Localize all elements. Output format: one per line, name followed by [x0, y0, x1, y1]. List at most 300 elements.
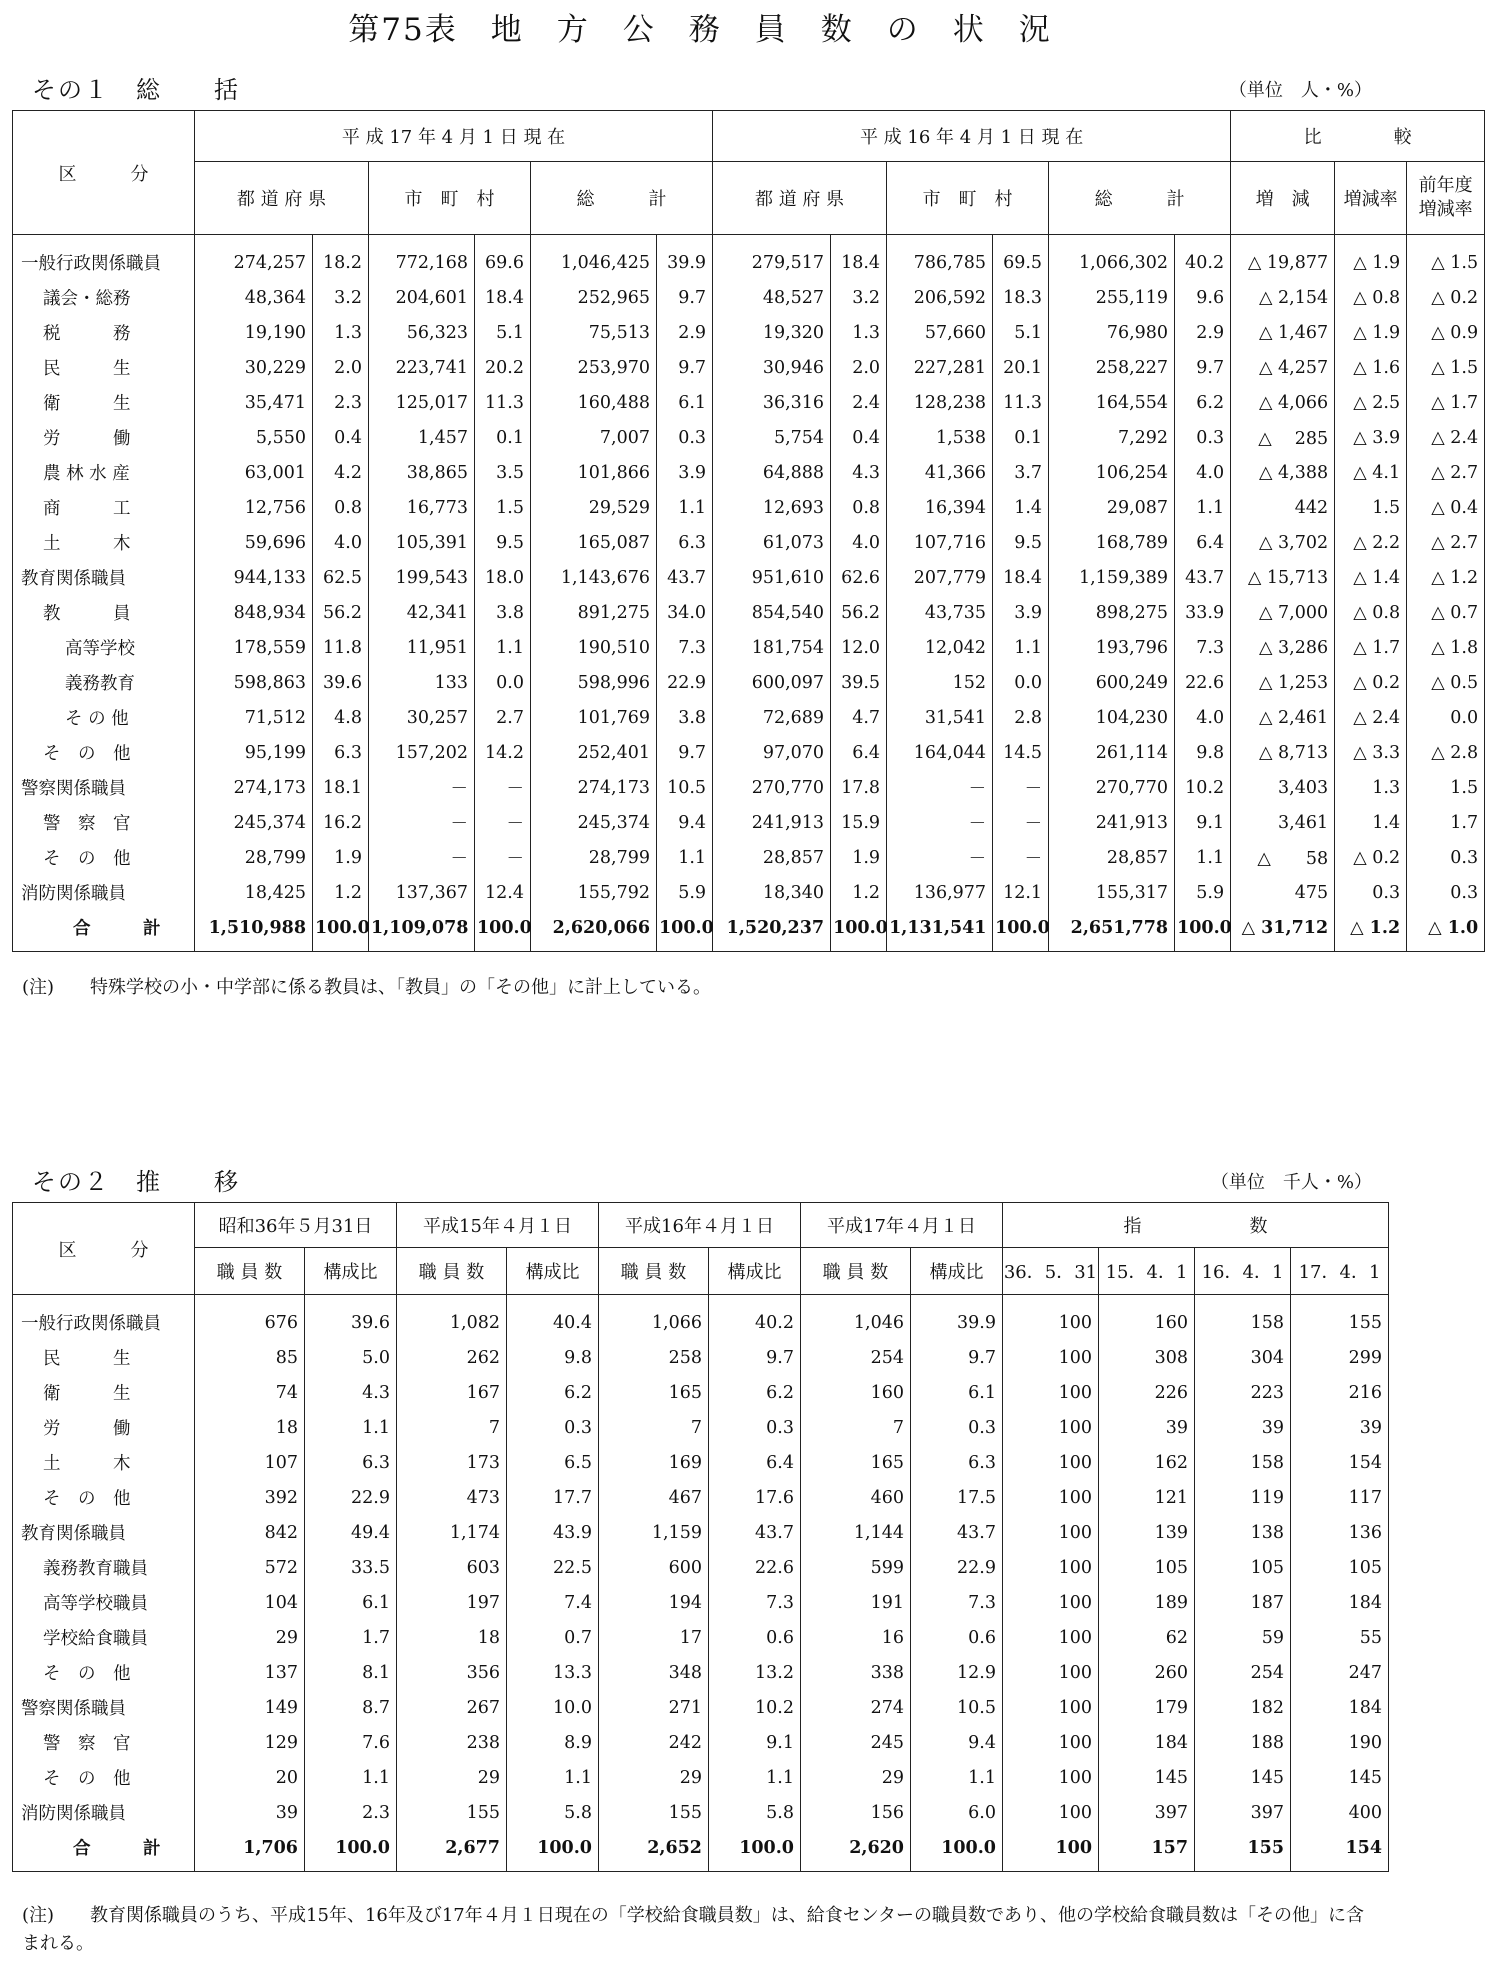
table-cell: 72,689 [713, 700, 831, 735]
table-cell: 267 [397, 1690, 507, 1725]
table-row [13, 1585, 1389, 1620]
table-cell: 5.9 [657, 875, 713, 910]
table-row [13, 315, 1485, 350]
table-cell: 190,510 [531, 630, 657, 665]
table-cell: 10.5 [657, 770, 713, 805]
table-cell: 4.7 [831, 700, 887, 735]
table-cell: 160 [801, 1375, 911, 1410]
table-cell: 9.8 [507, 1340, 599, 1375]
table-cell: － [887, 805, 993, 840]
row-label: 衛 生 [13, 385, 195, 420]
table-cell: 31,541 [887, 700, 993, 735]
table-cell: － [993, 805, 1049, 840]
table-cell: 1.4 [993, 490, 1049, 525]
table-cell: 100 [1003, 1620, 1099, 1655]
table-cell: 772,168 [369, 235, 475, 281]
table-cell: 18.4 [993, 560, 1049, 595]
table-cell: 1.3 [313, 315, 369, 350]
table-cell: 18.3 [993, 280, 1049, 315]
table-cell: △ 1.4 [1335, 560, 1407, 595]
table-cell: 56,323 [369, 315, 475, 350]
table-cell: 1.2 [831, 875, 887, 910]
table-cell: 1,538 [887, 420, 993, 455]
table-cell: 7 [397, 1410, 507, 1445]
table-row [13, 235, 1485, 281]
table-cell: 34.0 [657, 595, 713, 630]
row-label: 労 働 [13, 420, 195, 455]
table-cell: 254 [801, 1340, 911, 1375]
table-cell: 274,173 [195, 770, 313, 805]
row-label: 教 員 [13, 595, 195, 630]
table-cell: △ 0.8 [1335, 595, 1407, 630]
header-prefecture-2004: 都 道 府 県 [713, 162, 887, 235]
table-cell: 18,340 [713, 875, 831, 910]
table-cell: 20.2 [475, 350, 531, 385]
table-cell: 255,119 [1049, 280, 1175, 315]
table-cell: 7.3 [709, 1585, 801, 1620]
table-cell: 14.5 [993, 735, 1049, 770]
table-cell: 100 [1003, 1550, 1099, 1585]
table-cell: 105 [1195, 1550, 1291, 1585]
table-cell: 36,316 [713, 385, 831, 420]
table-cell: 2.0 [831, 350, 887, 385]
table-cell: 473 [397, 1480, 507, 1515]
table-cell: 160 [1099, 1295, 1195, 1341]
table-cell: 184 [1099, 1725, 1195, 1760]
table-cell: 39.6 [313, 665, 369, 700]
table-cell: 442 [1231, 490, 1335, 525]
table-cell: 6.2 [507, 1375, 599, 1410]
table-cell: 16.2 [313, 805, 369, 840]
table-cell: 100 [1003, 1445, 1099, 1480]
table-cell: 0.1 [993, 420, 1049, 455]
table-cell: 348 [599, 1655, 709, 1690]
table-cell: 28,857 [1049, 840, 1175, 875]
table-cell: 9.7 [657, 280, 713, 315]
table-cell: 8.9 [507, 1725, 599, 1760]
table-cell: 600 [599, 1550, 709, 1585]
table-cell: △ 2.2 [1335, 525, 1407, 560]
table-cell: 107 [195, 1445, 305, 1480]
table-cell: △ 1.6 [1335, 350, 1407, 385]
table-cell: 100 [1003, 1830, 1099, 1872]
table-cell: 1,046 [801, 1295, 911, 1341]
table-cell: 10.5 [911, 1690, 1003, 1725]
table-cell: 951,610 [713, 560, 831, 595]
table-cell: 85 [195, 1340, 305, 1375]
row-label: 消防関係職員 [13, 1795, 195, 1830]
table-cell: 100.0 [475, 910, 531, 952]
table-cell: 64,888 [713, 455, 831, 490]
table-cell: 100 [1003, 1410, 1099, 1445]
table-cell: 154 [1291, 1830, 1389, 1872]
table-cell: 168,789 [1049, 525, 1175, 560]
table-cell: 145 [1291, 1760, 1389, 1795]
table-cell: 223,741 [369, 350, 475, 385]
table-row [13, 1445, 1389, 1480]
table-cell: 1.1 [305, 1760, 397, 1795]
table-cell: 8.1 [305, 1655, 397, 1690]
row-label: 学校給食職員 [13, 1620, 195, 1655]
table-cell: 3.2 [313, 280, 369, 315]
table-cell: 400 [1291, 1795, 1389, 1830]
table-cell: 43.7 [911, 1515, 1003, 1550]
row-label: 警 察 官 [13, 805, 195, 840]
table-cell: △ 1.5 [1407, 350, 1485, 385]
table-cell: 1.7 [305, 1620, 397, 1655]
table-cell: △ 1.7 [1407, 385, 1485, 420]
part2-unit: （単位 千人・%） [1210, 1172, 1372, 1193]
table-cell: 100 [1003, 1375, 1099, 1410]
table-cell: 676 [195, 1295, 305, 1341]
table-cell: 271 [599, 1690, 709, 1725]
table-row [13, 875, 1485, 910]
table-cell: 1,159 [599, 1515, 709, 1550]
table-cell: 4.8 [313, 700, 369, 735]
table-cell: 0.0 [1407, 700, 1485, 735]
header-period-h17: 平成17年４月１日 [801, 1203, 1003, 1248]
table-cell: 4.2 [313, 455, 369, 490]
table-cell: 101,769 [531, 700, 657, 735]
table-row [13, 700, 1485, 735]
table-cell: 16,394 [887, 490, 993, 525]
table-cell: 6.3 [305, 1445, 397, 1480]
table-cell: 11.8 [313, 630, 369, 665]
row-label: 警察関係職員 [13, 770, 195, 805]
table-cell: △ 0.7 [1407, 595, 1485, 630]
table-cell: 12,042 [887, 630, 993, 665]
table-cell: 7.3 [657, 630, 713, 665]
table-cell: 139 [1099, 1515, 1195, 1550]
table-cell: 35,471 [195, 385, 313, 420]
table-cell: △ 1.9 [1335, 235, 1407, 281]
table-row [13, 595, 1485, 630]
table-cell: － [887, 840, 993, 875]
table-cell: 5.0 [305, 1340, 397, 1375]
table-cell: 7.3 [911, 1585, 1003, 1620]
table-cell: 33.9 [1175, 595, 1231, 630]
table-cell: 260 [1099, 1655, 1195, 1690]
row-label: 民 生 [13, 1340, 195, 1375]
header-2005: 平 成 17 年 4 月 1 日 現 在 [195, 111, 713, 162]
table-cell: 598,863 [195, 665, 313, 700]
table-cell: 6.0 [911, 1795, 1003, 1830]
table-cell: 149 [195, 1690, 305, 1725]
table-cell: 242 [599, 1725, 709, 1760]
table-cell: 69.6 [475, 235, 531, 281]
table-cell: 299 [1291, 1340, 1389, 1375]
table-row [13, 350, 1485, 385]
part1-note: (注) 特殊学校の小・中学部に係る教員は、「教員」の「その他」に計上している。 [22, 977, 712, 998]
table-cell: 100 [1003, 1795, 1099, 1830]
header-change: 増 減 [1231, 162, 1335, 235]
row-label: 衛 生 [13, 1375, 195, 1410]
table-cell: 22.6 [709, 1550, 801, 1585]
table-cell: 0.3 [507, 1410, 599, 1445]
part1-unit: （単位 人・%） [1228, 80, 1372, 101]
table-cell: △ 2.4 [1407, 420, 1485, 455]
table-cell: 238 [397, 1725, 507, 1760]
table-cell: 100.0 [507, 1830, 599, 1872]
table-cell: 187 [1195, 1585, 1291, 1620]
table-cell: 100 [1003, 1725, 1099, 1760]
row-label: 教育関係職員 [13, 560, 195, 595]
table-cell: △ 0.4 [1407, 490, 1485, 525]
table-cell: 42,341 [369, 595, 475, 630]
table-cell: △ 1.5 [1407, 235, 1485, 281]
table-cell: 145 [1099, 1760, 1195, 1795]
header-ratio-h17: 構成比 [911, 1248, 1003, 1295]
table-cell: 1,066 [599, 1295, 709, 1341]
table-cell: 3.9 [657, 455, 713, 490]
table-cell: 226 [1099, 1375, 1195, 1410]
table-cell: 5.8 [507, 1795, 599, 1830]
table-cell: 258 [599, 1340, 709, 1375]
table-row [13, 1515, 1389, 1550]
table-cell: 155 [1195, 1830, 1291, 1872]
table-cell: 100.0 [709, 1830, 801, 1872]
table-cell: 62.6 [831, 560, 887, 595]
table-cell: 8.7 [305, 1690, 397, 1725]
table-cell: 397 [1195, 1795, 1291, 1830]
table-cell: 22.6 [1175, 665, 1231, 700]
table-cell: 38,865 [369, 455, 475, 490]
table-cell: 100 [1003, 1760, 1099, 1795]
table-cell: 245 [801, 1725, 911, 1760]
table-cell: 0.3 [1175, 420, 1231, 455]
table-cell: 160,488 [531, 385, 657, 420]
header-2004: 平 成 16 年 4 月 1 日 現 在 [713, 111, 1231, 162]
row-label: 商 工 [13, 490, 195, 525]
table-cell: － [887, 770, 993, 805]
table-cell: 101,866 [531, 455, 657, 490]
table-cell: 136,977 [887, 875, 993, 910]
table-row [13, 455, 1485, 490]
table-cell: 184 [1291, 1690, 1389, 1725]
table-cell: 63,001 [195, 455, 313, 490]
row-label: 警 察 官 [13, 1725, 195, 1760]
table-row [13, 1620, 1389, 1655]
table-cell: 253,970 [531, 350, 657, 385]
table-cell: 2,620,066 [531, 910, 657, 952]
table-cell: 9.7 [657, 735, 713, 770]
table-cell: 104 [195, 1585, 305, 1620]
header-category: 区 分 [13, 1203, 195, 1295]
table-cell: 100 [1003, 1655, 1099, 1690]
table-cell: △ 31,712 [1231, 910, 1335, 952]
table-cell: 258,227 [1049, 350, 1175, 385]
table-cell: 128,238 [887, 385, 993, 420]
table-cell: 100.0 [313, 910, 369, 952]
table-cell: 3.8 [657, 700, 713, 735]
row-label: 土 木 [13, 525, 195, 560]
table-cell: 1.1 [1175, 490, 1231, 525]
table-cell: 100.0 [911, 1830, 1003, 1872]
table-cell: － [369, 770, 475, 805]
part2-note: (注) 教育関係職員のうち、平成15年、16年及び17年４月１日現在の「学校給食職員数」は、給食センターの職員数であり、他の学校給食職員数は「その他」に含まれる。 [22, 1905, 1365, 1954]
table-cell: △ 1.2 [1335, 910, 1407, 952]
table-cell: 0.8 [313, 490, 369, 525]
table-cell: 22.9 [911, 1550, 1003, 1585]
table-cell: 39.9 [911, 1295, 1003, 1341]
table-cell: △ 3.3 [1335, 735, 1407, 770]
table-cell: 245,374 [195, 805, 313, 840]
header-staff-h15: 職 員 数 [397, 1248, 507, 1295]
table-cell: 22.9 [305, 1480, 397, 1515]
table-cell: 2,652 [599, 1830, 709, 1872]
table-cell: 6.5 [507, 1445, 599, 1480]
table-cell: 39.9 [657, 235, 713, 281]
table-row [13, 1725, 1389, 1760]
table-cell: 30,946 [713, 350, 831, 385]
table-cell: 0.4 [831, 420, 887, 455]
row-label: 合 計 [13, 1830, 195, 1872]
table-cell: 1,131,541 [887, 910, 993, 952]
table-cell: 397 [1099, 1795, 1195, 1830]
table-cell: 6.1 [657, 385, 713, 420]
table-cell: 33.5 [305, 1550, 397, 1585]
table-cell: 43,735 [887, 595, 993, 630]
table-cell: 262 [397, 1340, 507, 1375]
table-cell: 14.2 [475, 735, 531, 770]
table-cell: 18.1 [313, 770, 369, 805]
table-cell: 9.7 [1175, 350, 1231, 385]
table-cell: 29 [397, 1760, 507, 1795]
table-cell: 100.0 [305, 1830, 397, 1872]
table-cell: 129 [195, 1725, 305, 1760]
table-row [13, 735, 1485, 770]
table-cell: 1.1 [657, 490, 713, 525]
table-cell: △ 3,286 [1231, 630, 1335, 665]
table-row [13, 840, 1485, 875]
table-cell: 167 [397, 1375, 507, 1410]
table-cell: 2,651,778 [1049, 910, 1175, 952]
table-cell: 10.2 [1175, 770, 1231, 805]
table-cell: 6.1 [911, 1375, 1003, 1410]
total-row [13, 910, 1485, 952]
table-cell: △ 58 [1231, 840, 1335, 875]
table-cell: △ 2.5 [1335, 385, 1407, 420]
table-cell: 152 [887, 665, 993, 700]
table-cell: 308 [1099, 1340, 1195, 1375]
table-cell: 9.5 [475, 525, 531, 560]
table-cell: 2.9 [1175, 315, 1231, 350]
table-cell: 1.7 [1407, 805, 1485, 840]
table-cell: 137,367 [369, 875, 475, 910]
table-cell: 12.4 [475, 875, 531, 910]
table-cell: 274,257 [195, 235, 313, 281]
row-label: 農 林 水 産 [13, 455, 195, 490]
table-cell: 3.9 [993, 595, 1049, 630]
table-cell: 39.5 [831, 665, 887, 700]
table-cell: 0.3 [1407, 875, 1485, 910]
table-cell: △ 2.4 [1335, 700, 1407, 735]
table-cell: 30,257 [369, 700, 475, 735]
table-cell: 22.9 [657, 665, 713, 700]
table-cell: 39 [1195, 1410, 1291, 1445]
table-cell: 0.7 [507, 1620, 599, 1655]
table-cell: 1.1 [911, 1760, 1003, 1795]
table-row [13, 665, 1485, 700]
table-cell: △ 4,257 [1231, 350, 1335, 385]
table-cell: 572 [195, 1550, 305, 1585]
table-cell: 1,143,676 [531, 560, 657, 595]
table-cell: 100 [1003, 1480, 1099, 1515]
table-cell: 206,592 [887, 280, 993, 315]
table-cell: 3,403 [1231, 770, 1335, 805]
row-label: 義務教育職員 [13, 1550, 195, 1585]
table-cell: 136 [1291, 1515, 1389, 1550]
header-total-2004: 総 計 [1049, 162, 1231, 235]
table-cell: 17.8 [831, 770, 887, 805]
summary-table-body [13, 235, 1485, 952]
table-cell: － [475, 770, 531, 805]
table-cell: 0.3 [1407, 840, 1485, 875]
row-label: 民 生 [13, 350, 195, 385]
table-cell: △ 1.9 [1335, 315, 1407, 350]
table-cell: 475 [1231, 875, 1335, 910]
table-cell: 56.2 [313, 595, 369, 630]
table-cell: 9.7 [709, 1340, 801, 1375]
table-cell: 29 [801, 1760, 911, 1795]
table-cell: 392 [195, 1480, 305, 1515]
table-row [13, 1410, 1389, 1445]
header-period-h16: 平成16年４月１日 [599, 1203, 801, 1248]
table-cell: 105 [1099, 1550, 1195, 1585]
table-row [13, 420, 1485, 455]
table-cell: 2.8 [993, 700, 1049, 735]
header-ratio-h15: 構成比 [507, 1248, 599, 1295]
table-cell: 164,044 [887, 735, 993, 770]
header-total-2005: 総 計 [531, 162, 713, 235]
table-cell: 270,770 [1049, 770, 1175, 805]
table-cell: 18,425 [195, 875, 313, 910]
table-cell: 15.9 [831, 805, 887, 840]
table-row [13, 770, 1485, 805]
table-cell: △ 4,066 [1231, 385, 1335, 420]
table-cell: 1,144 [801, 1515, 911, 1550]
table-cell: 1.5 [1335, 490, 1407, 525]
header-index: 指 数 [1003, 1203, 1389, 1248]
table-cell: 9.7 [657, 350, 713, 385]
table-cell: 1.2 [313, 875, 369, 910]
table-cell: 169 [599, 1445, 709, 1480]
table-cell: 12.1 [993, 875, 1049, 910]
table-cell: 48,364 [195, 280, 313, 315]
table-cell: 156 [801, 1795, 911, 1830]
table-cell: 5.9 [1175, 875, 1231, 910]
table-row [13, 1690, 1389, 1725]
table-cell: 100.0 [993, 910, 1049, 952]
table-cell: － [369, 840, 475, 875]
table-cell: 842 [195, 1515, 305, 1550]
table-cell: △ 0.2 [1335, 840, 1407, 875]
table-cell: 245,374 [531, 805, 657, 840]
table-cell: － [993, 840, 1049, 875]
table-cell: △ 2,154 [1231, 280, 1335, 315]
table-cell: 29,529 [531, 490, 657, 525]
table-cell: 0.1 [475, 420, 531, 455]
table-cell: 4.3 [831, 455, 887, 490]
table-cell: 43.7 [657, 560, 713, 595]
table-cell: 189 [1099, 1585, 1195, 1620]
trend-table-body [13, 1295, 1389, 1872]
table-cell: 1.1 [1175, 840, 1231, 875]
table-cell: 7.3 [1175, 630, 1231, 665]
table-cell: 43.7 [1175, 560, 1231, 595]
part2-title: その２ 推 移 [32, 1168, 240, 1196]
table-cell: 20.1 [993, 350, 1049, 385]
